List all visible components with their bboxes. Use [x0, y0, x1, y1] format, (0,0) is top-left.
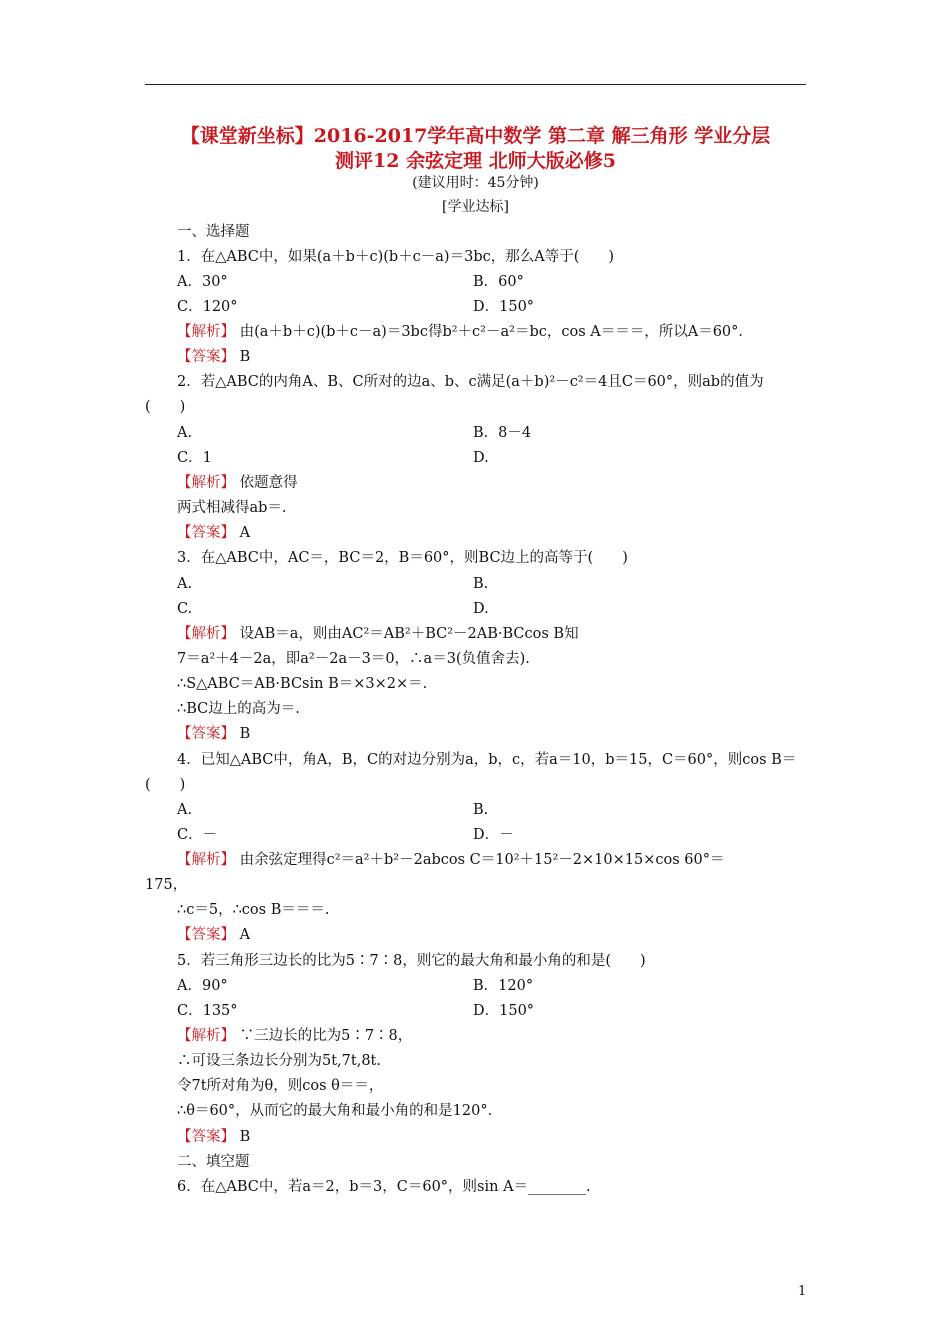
q6-stem: 6．在△ABC中，若a＝2，b＝3，C＝60°，则sin A＝________.	[177, 1179, 591, 1195]
q5-answer-text: B	[235, 1129, 251, 1145]
analysis-label: 【解析】	[177, 324, 235, 340]
answer-label: 【答案】	[177, 726, 235, 742]
q1-answer	[177, 347, 250, 367]
q1-stem: 1．在△ABC中，如果(a＋b＋c)(b＋c－a)＝3bc，那么A等于( )	[177, 249, 615, 265]
q2-analysis	[177, 473, 298, 493]
q2-answer-text: A	[235, 525, 251, 541]
answer-label: 【答案】	[177, 349, 235, 365]
level-heading: [学业达标]	[442, 199, 509, 215]
q4-answer-text: A	[235, 927, 251, 943]
q4-option-b: B.	[473, 802, 489, 818]
time-note: (建议用时：45分钟)	[412, 175, 539, 191]
q1-option-c: C．120°	[177, 299, 238, 315]
q3-answer	[177, 724, 250, 744]
q3-step2: ∴S△ABC＝AB·BCsin B＝×3×2×＝.	[177, 676, 428, 692]
q2-stem-line2: ( )	[145, 399, 186, 415]
q4-answer	[177, 925, 250, 945]
q3-stem: 3．在△ABC中，AC＝，BC＝2，B＝60°，则BC边上的高等于( )	[177, 550, 628, 566]
analysis-label: 【解析】	[177, 475, 235, 491]
q4-step2: ∴c＝5，∴cos B＝＝＝.	[177, 902, 330, 918]
q4-analysis	[177, 850, 724, 870]
q3-option-c: C.	[177, 601, 193, 617]
q3-analysis-text: 设AB＝a，则由AC²＝AB²＋BC²－2AB·BCcos B知	[235, 626, 579, 642]
q5-step3: ∴θ＝60°，从而它的最大角和最小角的和是120°．	[177, 1103, 503, 1119]
q1-option-a: A．30°	[177, 274, 228, 290]
q5-step2: 令7t所对角为θ，则cos θ＝＝，	[177, 1078, 384, 1094]
q2-step1: 两式相减得ab＝.	[177, 500, 287, 516]
q5-option-b: B．120°	[473, 978, 534, 994]
analysis-label: 【解析】	[177, 626, 235, 642]
analysis-label: 【解析】	[177, 852, 235, 868]
q2-option-d: D.	[473, 450, 489, 466]
doc-title-line1: 【课堂新坐标】2016-2017学年高中数学 第二章 解三角形 学业分层	[180, 125, 771, 147]
section-choice: 一、选择题	[177, 224, 250, 240]
q1-analysis	[177, 322, 753, 342]
q1-option-b: B．60°	[473, 274, 524, 290]
answer-label: 【答案】	[177, 1129, 235, 1145]
q1-option-d: D．150°	[473, 299, 535, 315]
q5-option-c: C．135°	[177, 1003, 238, 1019]
q4-option-c: C．－	[177, 827, 218, 843]
q5-analysis-text: ∵三边长的比为5∶7∶8，	[235, 1028, 413, 1044]
answer-label: 【答案】	[177, 525, 235, 541]
q3-step3: ∴BC边上的高为＝.	[177, 701, 300, 717]
q4-stem-line2: ( )	[145, 777, 186, 793]
q4-option-a: A.	[177, 802, 193, 818]
q4-step1: 175，	[145, 877, 188, 893]
q2-answer	[177, 523, 250, 543]
q1-answer-text: B	[235, 349, 251, 365]
q3-option-b: B.	[473, 576, 489, 592]
q5-analysis	[177, 1026, 412, 1046]
page-number: 1	[798, 1284, 807, 1299]
q1-analysis-text: 由(a＋b＋c)(b＋c－a)＝3bc得b²＋c²－a²＝bc，cos A＝＝＝，所以A＝60°．	[235, 324, 753, 340]
q4-option-d: D．－	[473, 827, 514, 843]
q5-answer	[177, 1127, 250, 1147]
q4-stem-line1: 4．已知△ABC中，角A，B，C的对边分别为a，b，c，若a＝10，b＝15，C＝60°，则cos B＝	[177, 752, 797, 768]
q2-option-c: C．1	[177, 450, 212, 466]
q2-option-a: A.	[177, 425, 193, 441]
answer-label: 【答案】	[177, 927, 235, 943]
doc-title-line2: 测评12 余弦定理 北师大版必修5	[335, 150, 616, 172]
section-fill: 二、填空题	[177, 1154, 250, 1170]
q5-step1: ∴可设三条边长分别为5t,7t,8t.	[177, 1053, 381, 1069]
q3-step1: 7＝a²＋4－2a，即a²－2a－3＝0，∴a＝3(负值舍去).	[177, 651, 530, 667]
q2-option-b: B．8－4	[473, 425, 532, 441]
q3-option-a: A.	[177, 576, 193, 592]
q3-option-d: D.	[473, 601, 489, 617]
q2-stem-line1: 2．若△ABC的内角A、B、C所对的边a、b、c满足(a＋b)²－c²＝4且C＝60°，则ab的值为	[177, 374, 764, 390]
q3-answer-text: B	[235, 726, 251, 742]
q2-analysis-text: 依题意得	[235, 475, 298, 491]
header-rule	[145, 84, 806, 85]
q5-option-d: D．150°	[473, 1003, 535, 1019]
q3-analysis	[177, 624, 579, 644]
q5-stem: 5．若三角形三边长的比为5∶7∶8，则它的最大角和最小角的和是( )	[177, 953, 646, 969]
analysis-label: 【解析】	[177, 1028, 235, 1044]
q4-analysis-text: 由余弦定理得c²＝a²＋b²－2abcos C＝10²＋15²－2×10×15×cos 60°＝	[235, 852, 725, 868]
q5-option-a: A．90°	[177, 978, 228, 994]
